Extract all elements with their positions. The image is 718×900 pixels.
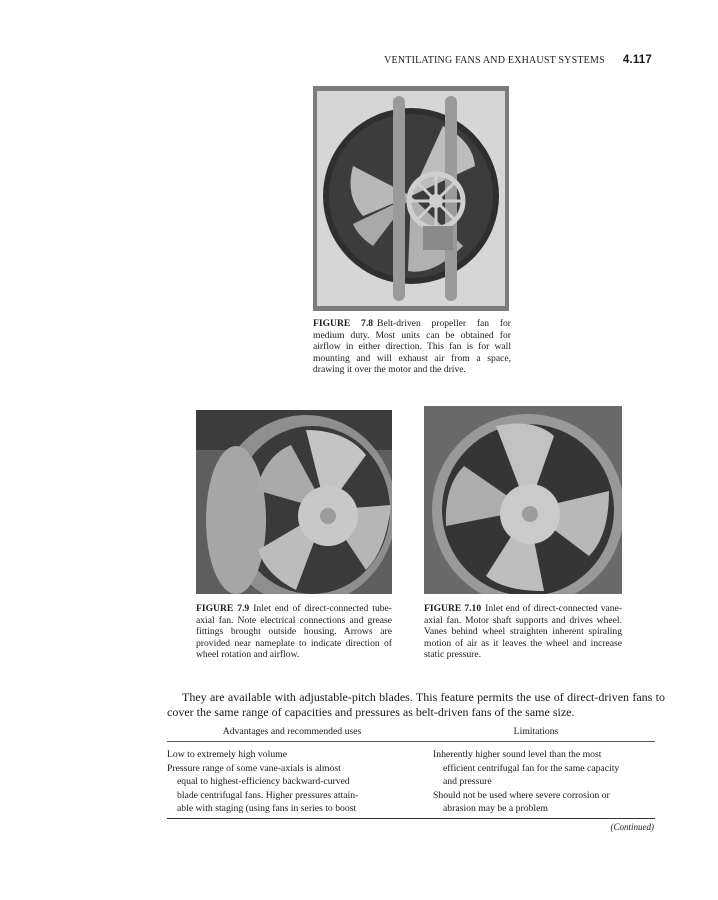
figure-7-8-caption bbox=[313, 318, 511, 376]
advantages-limitations-table bbox=[167, 726, 655, 819]
table-bottom-rule bbox=[167, 818, 655, 819]
advantages-column bbox=[167, 748, 433, 816]
figure-caption-text: Belt-driven propeller fan for medium duty. Most units can be obtained for airflow in either direction. This fan is for wall mounting and will exhaust air from a space, drawing it over the motor and the drive. bbox=[313, 318, 512, 375]
figure-7-9-caption bbox=[196, 603, 392, 661]
figure-label: FIGURE 7.10 bbox=[424, 603, 482, 614]
table-line: Low to extremely high volume bbox=[167, 749, 287, 760]
table-line: and pressure bbox=[443, 776, 492, 787]
page-number: 4.117 bbox=[622, 54, 652, 66]
table-line: blade centrifugal fans. Higher pressures attain- bbox=[177, 789, 359, 801]
figure-7-10-caption bbox=[424, 603, 622, 661]
running-head bbox=[384, 54, 652, 66]
table-header bbox=[167, 726, 655, 742]
table-line: equal to highest-efficiency backward-curved bbox=[177, 776, 350, 787]
limitations-column bbox=[433, 748, 655, 816]
figure-7-9-photo bbox=[196, 410, 392, 594]
column-header-advantages: Advantages and recommended uses bbox=[222, 726, 362, 737]
column-header-limitations: Limitations bbox=[513, 726, 559, 737]
figure-caption-text: Inlet end of direct-connected vane-axial fan. Motor shaft supports and drives wheel. Vanes behind wheel straighten inherent spiraling motion of air as it leaves the wheel and increase static pressure. bbox=[424, 603, 622, 660]
table-line: Pressure range of some vane-axials is almost bbox=[167, 762, 341, 774]
table-line: Should not be used where severe corrosion or bbox=[433, 789, 610, 801]
table-line: able with staging (using fans in series to boost bbox=[177, 803, 357, 814]
table-line: abrasion may be a problem bbox=[443, 803, 548, 814]
figure-label: FIGURE 7.9 bbox=[196, 603, 250, 614]
figure-7-10-photo bbox=[424, 406, 622, 594]
figure-7-8-photo bbox=[313, 86, 509, 311]
figure-caption-text: Inlet end of direct-connected tube-axial fan. Note electrical connections and grease fittings brought outside housing. Arrows are provided near nameplate to indicate direction of wheel rotation and airflow. bbox=[196, 603, 392, 660]
running-head-title: VENTILATING FANS AND EXHAUST SYSTEMS bbox=[384, 55, 605, 66]
figure-label: FIGURE 7.8 bbox=[313, 318, 374, 329]
body-paragraph: They are available with adjustable-pitch blades. This feature permits the use of direct-driven fans to cover the same range of capacities and pressures as belt-driven fans of the same size. bbox=[167, 690, 665, 719]
table-line: efficient centrifugal fan for the same capacity bbox=[443, 762, 620, 774]
continued-note: (Continued) bbox=[610, 822, 654, 832]
table-body bbox=[167, 748, 655, 816]
table-line: Inherently higher sound level than the most bbox=[433, 749, 602, 760]
